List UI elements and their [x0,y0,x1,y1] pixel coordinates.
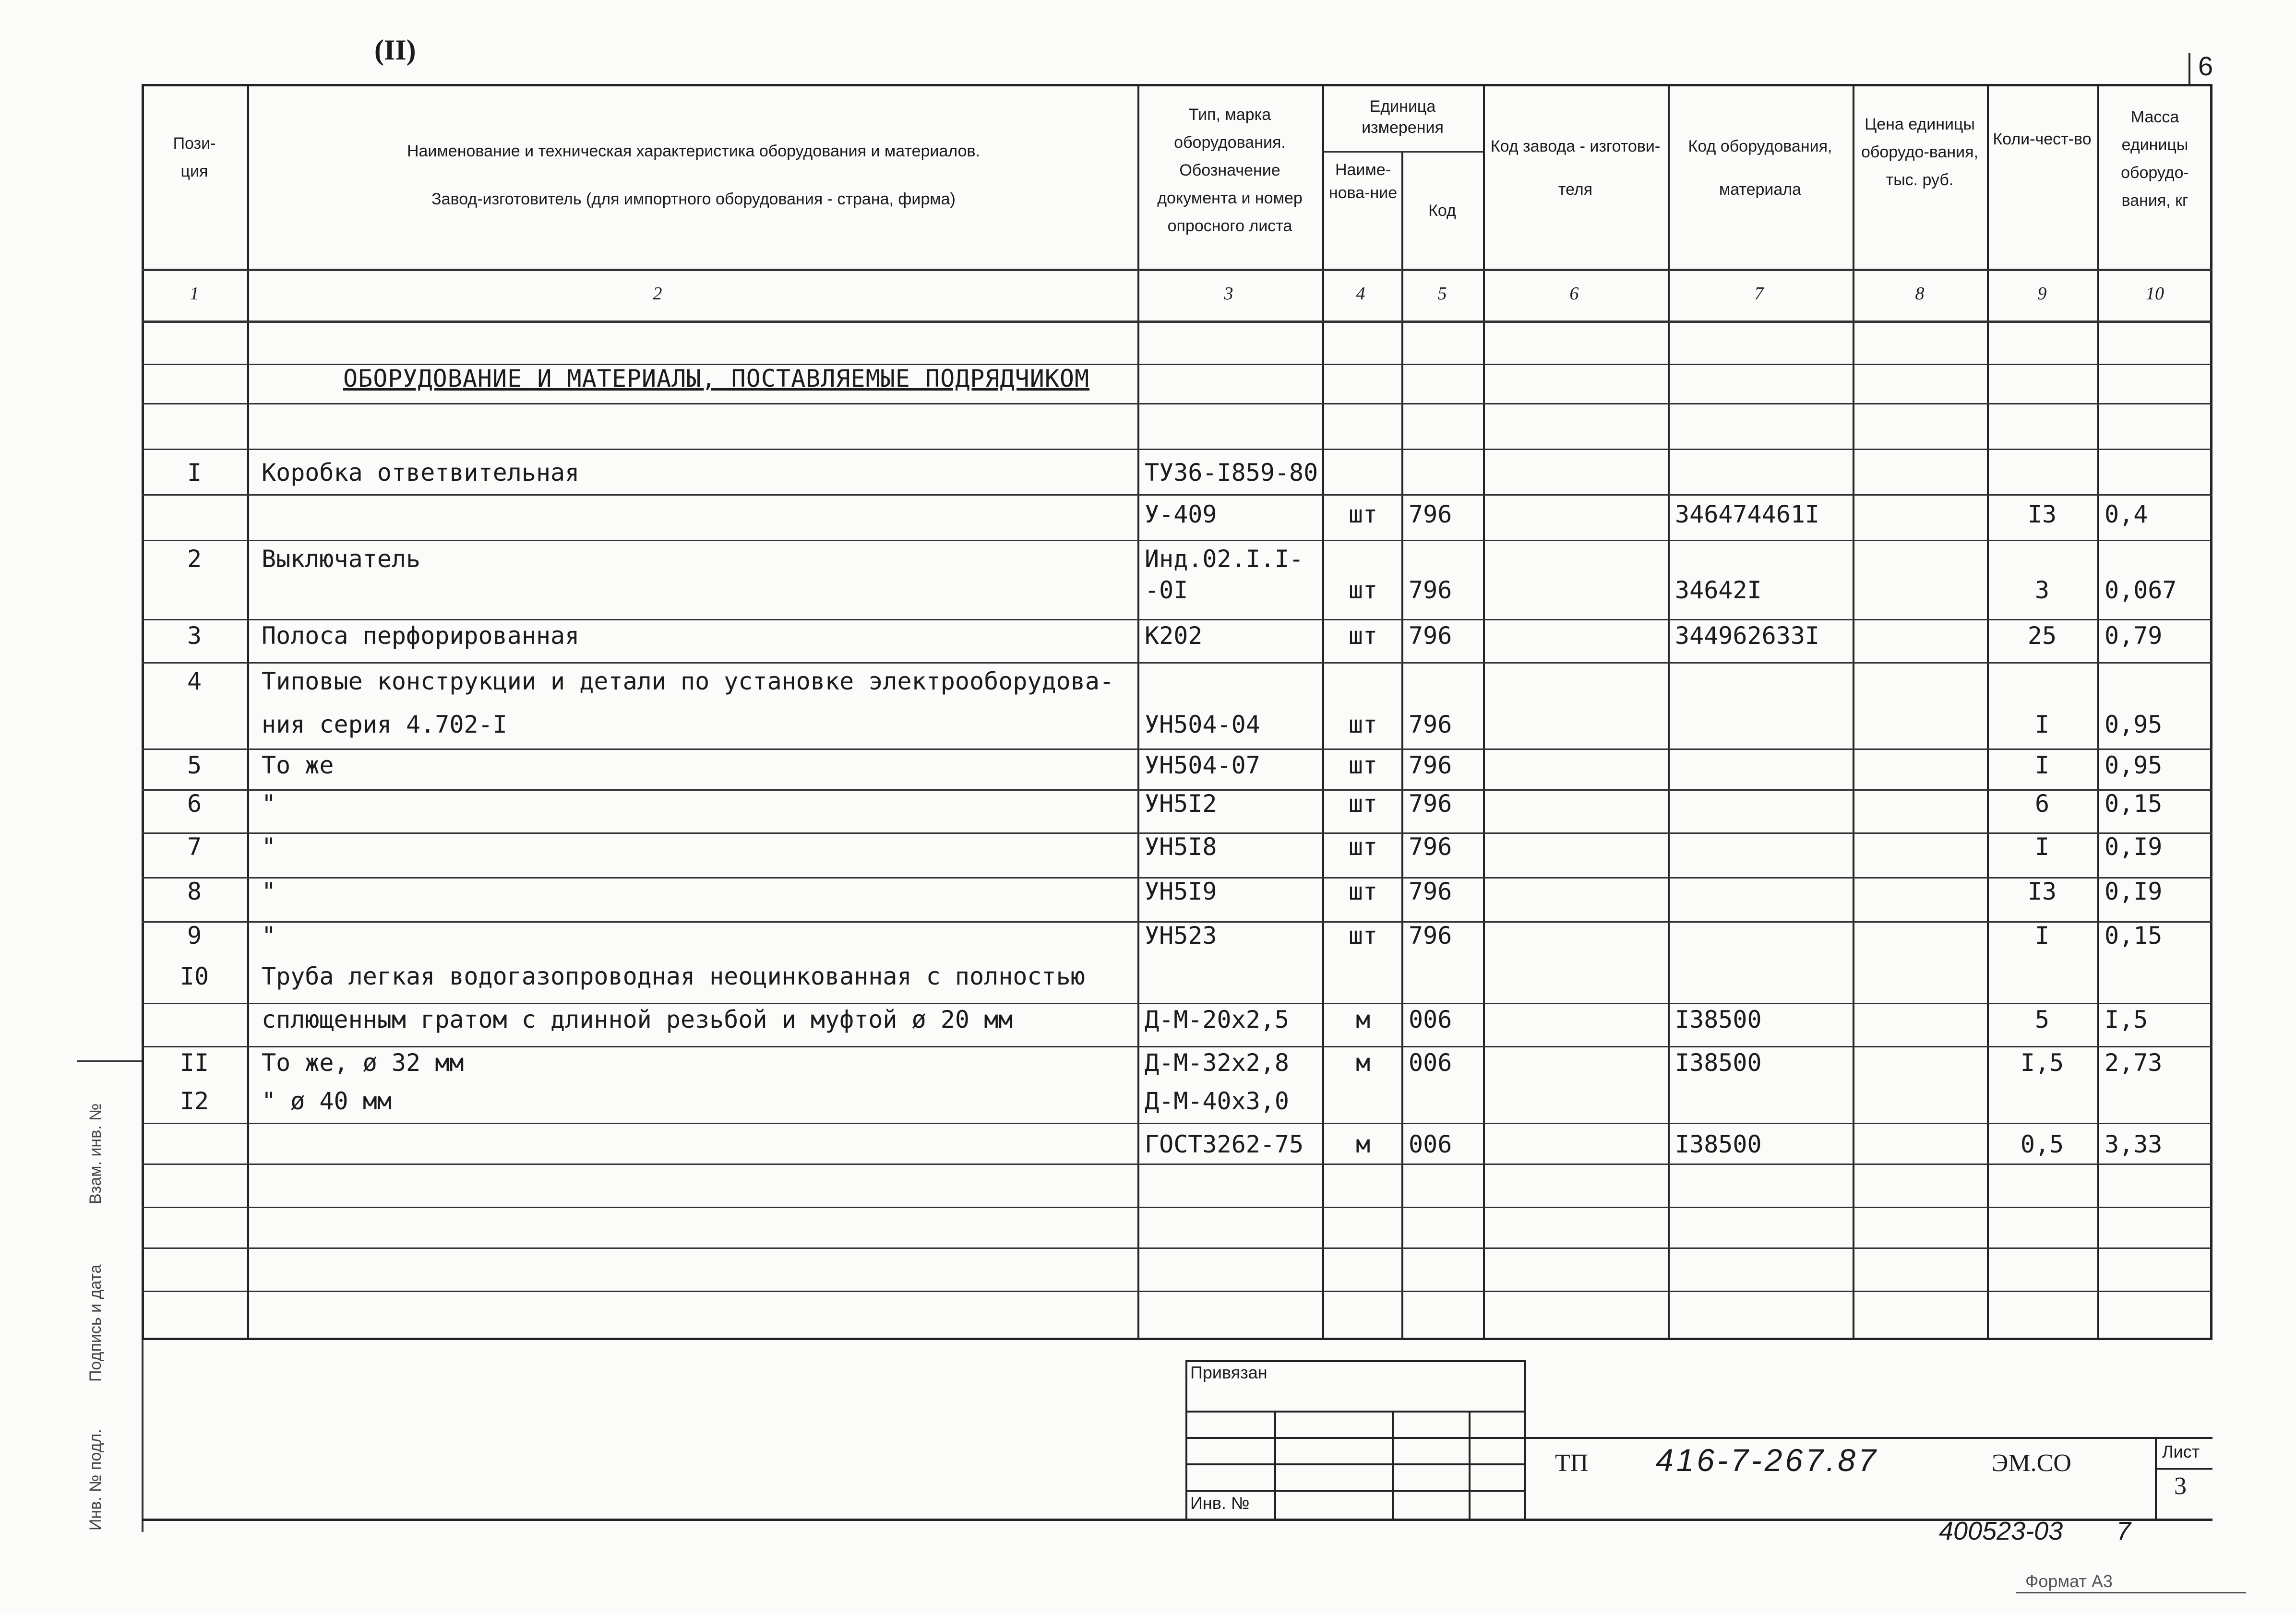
col-number: 1 [190,284,199,304]
row-line [142,1003,2212,1004]
cell-unit-code: 796 [1409,790,1452,818]
col-divider [1987,84,1989,1340]
col-divider [1483,84,1485,1340]
col-divider [1401,151,1403,1340]
cell-qty: I [2034,922,2050,950]
row-line [142,494,2212,496]
row-line [142,619,2212,620]
cell-unit: шт [1348,922,1378,950]
col-divider [2097,84,2099,1340]
cell-mass: 0,I9 [2105,878,2163,905]
cell-mass: 0,4 [2105,500,2148,528]
header-unit-name: Наиме-нова-ние [1328,161,1398,202]
cell-type: ГОСТ3262-75 [1145,1130,1304,1158]
archive-sheet: 7 [2117,1517,2131,1545]
cell-mass: 0,15 [2105,922,2163,950]
cell-type: УН5I9 [1145,878,1217,905]
cell-unit-code: 796 [1409,622,1452,650]
doc-number: 416-7-267.87 [1656,1442,1879,1478]
header-maker-code: Код завода - изготови-теля [1490,137,1661,199]
cell-name: " ø 40 мм [262,1087,392,1115]
row-line [142,540,2212,541]
cell-unit: шт [1348,711,1378,738]
format-label: Формат А3 [2025,1571,2113,1591]
col-number: 4 [1356,284,1365,304]
stamp-line [1185,1490,1526,1492]
cell-qty: I [2034,711,2050,738]
stamp-line [1185,1411,1526,1413]
cell-pos: I2 [179,1087,209,1115]
cell-type: Д-М-20х2,5 [1145,1006,1290,1033]
col-divider [1668,84,1670,1340]
cell-pos: I0 [179,962,209,990]
col-divider [1322,84,1324,1340]
row-line [142,403,2212,404]
cell-code: I38500 [1675,1006,1762,1033]
row-line [142,1123,2212,1124]
col-number: 5 [1437,284,1447,304]
cell-type: У-409 [1145,500,1217,528]
unit-subheader-line [1322,151,1483,153]
cell-pos: 9 [187,922,202,950]
cell-qty: I3 [2027,878,2057,905]
cell-unit: шт [1348,576,1378,604]
cell-qty: I [2034,833,2050,861]
doc-code: ЭМ.СО [1992,1449,2071,1477]
cell-mass: 0,95 [2105,751,2163,779]
stamp-replaced-inv: Взам. инв. № [86,1103,105,1204]
sheet-number: 6 [2198,51,2213,81]
stamp-original-inv: Инв. № подл. [86,1429,105,1531]
row-line [142,1164,2212,1165]
stamp-line [1392,1411,1394,1521]
cell-qty: 0,5 [2020,1130,2064,1158]
col-divider [1853,84,1854,1340]
cell-pos: 8 [187,878,202,905]
cell-code: I38500 [1675,1049,1762,1077]
cell-mass: 0,I9 [2105,833,2163,861]
col-divider [1137,84,1139,1340]
cell-name: То же [262,751,334,779]
col-divider [247,84,249,1340]
sheet-box-line [2155,1468,2212,1470]
bound-label: Привязан [1190,1363,1268,1382]
row-line [142,662,2212,664]
cell-name: Выключатель [262,545,421,573]
header-unit-group: Единица измерения [1362,97,1444,137]
cell-mass: I,5 [2105,1006,2148,1033]
cell-pos: I [187,459,202,487]
cell-mass: 3,33 [2105,1130,2163,1158]
cell-qty: 6 [2034,790,2050,818]
cell-name: Полоса перфорированная [262,622,580,650]
cell-unit-code: 006 [1409,1049,1452,1077]
cell-code: 344962633I [1675,622,1820,650]
cell-mass: 0,79 [2105,622,2163,650]
cell-unit: м [1355,1130,1371,1158]
cell-unit: шт [1348,500,1378,528]
cell-unit: шт [1348,622,1378,650]
cell-pos: 6 [187,790,202,818]
cell-unit-code: 796 [1409,833,1452,861]
header-bottom-line [142,269,2212,271]
header-price: Цена единицы оборудо-вания, тыс. руб. [1861,115,1978,189]
cell-unit: шт [1348,751,1378,779]
cell-type: Д-М-40х3,0 [1145,1087,1290,1115]
stamp-signature-date: Подпись и дата [86,1264,105,1382]
cell-mass: 0,95 [2105,711,2163,738]
row-line [142,1291,2212,1292]
format-underline [2016,1592,2246,1593]
col-number: 7 [1754,284,1764,304]
cell-unit-code: 796 [1409,576,1452,604]
section-title: ОБОРУДОВАНИЕ И МАТЕРИАЛЫ, ПОСТАВЛЯЕМЫЕ ПОДРЯДЧИКОМ [343,365,1090,392]
cell-pos: 7 [187,833,202,861]
cell-name: То же, ø 32 мм [262,1049,464,1077]
inv-label: Инв. № [1190,1493,1250,1513]
cell-name: ния серия 4.702-I [262,711,507,738]
cell-qty: 25 [2027,622,2057,650]
sheet-label: Лист [2162,1442,2200,1461]
cell-unit: м [1355,1006,1371,1033]
archive-number: 400523-03 [1939,1517,2063,1545]
row-line [142,449,2212,450]
cell-type: УН5I2 [1145,790,1217,818]
cell-unit-code: 796 [1409,500,1452,528]
cell-unit-code: 796 [1409,711,1452,738]
row-line [142,1046,2212,1047]
row-line [142,748,2212,750]
stamp-line [1185,1437,1526,1439]
cell-type: УН504-04 [1145,711,1260,738]
cell-qty: 5 [2034,1006,2050,1033]
cell-name: " [262,878,276,905]
sheet-value: 3 [2174,1472,2187,1500]
header-position: Пози- ция [173,134,216,180]
cell-unit: шт [1348,878,1378,905]
bottom-border [142,1519,2212,1521]
cell-unit: шт [1348,790,1378,818]
col-number: 8 [1915,284,1925,304]
cell-mass: 0,067 [2105,576,2177,604]
header-unit-code: Код [1428,202,1456,220]
cell-type: -0I [1145,576,1188,604]
cell-type: К202 [1145,622,1203,650]
col-number: 6 [1569,284,1579,304]
cell-qty: 3 [2034,576,2050,604]
cell-type: ТУ36-I859-80 [1145,459,1318,487]
header-equipment-code: Код оборудования, материала [1688,137,1832,199]
stamp-line [1469,1411,1471,1521]
cell-name: Труба легкая водогазопроводная неоцинкованная с полностью [262,962,1085,990]
stamp-line [1274,1411,1276,1521]
header-name: Наименование и техническая характеристика оборудования и материалов. Завод-изготовитель (для импортного оборудования - страна, фирма) [407,142,981,208]
cell-type: УН504-07 [1145,751,1260,779]
cell-unit: м [1355,1049,1371,1077]
cell-mass: 2,73 [2105,1049,2163,1077]
cell-type: Д-М-32х2,8 [1145,1049,1290,1077]
cell-unit-code: 796 [1409,878,1452,905]
col-number: 3 [1224,284,1233,304]
col-number: 9 [2037,284,2047,304]
cell-name: " [262,922,276,950]
header-mass: Масса единицы оборудо-вания, кг [2121,108,2189,210]
cell-mass: 0,15 [2105,790,2163,818]
header-quantity: Коли-чест-во [1993,130,2092,148]
sheet-number-tick [2188,53,2190,86]
cell-qty: I [2034,751,2050,779]
cell-pos: II [179,1049,209,1077]
cell-qty: I3 [2027,500,2057,528]
col-number: 10 [2146,284,2164,304]
cell-type: УН523 [1145,922,1217,950]
cell-code: 346474461I [1675,500,1820,528]
cell-unit-code: 796 [1409,922,1452,950]
doc-prefix: ТП [1555,1449,1589,1477]
cell-unit-code: 006 [1409,1006,1452,1033]
cell-pos: 2 [187,545,202,573]
col-number: 2 [653,284,662,304]
cell-name: Коробка ответвительная [262,459,580,487]
cell-unit: шт [1348,833,1378,861]
row-line [142,1207,2212,1208]
cell-name: " [262,790,276,818]
roman-mark: (II) [374,34,416,66]
cell-code: I38500 [1675,1130,1762,1158]
cell-unit-code: 006 [1409,1130,1452,1158]
numbers-bottom-line [142,321,2212,323]
cell-qty: I,5 [2020,1049,2064,1077]
cell-pos: 3 [187,622,202,650]
cell-name: сплющенным гратом с длинной резьбой и муфтой ø 20 мм [262,1006,1013,1033]
cell-pos: 4 [187,667,202,695]
row-line [142,1247,2212,1249]
cell-type: УН5I8 [1145,833,1217,861]
cell-pos: 5 [187,751,202,779]
cell-name: Типовые конструкции и детали по установке электрооборудова- [262,667,1114,695]
cell-name: " [262,833,276,861]
cell-type: Инд.02.I.I- [1145,545,1304,573]
stamp-line [1185,1463,1526,1465]
header-type: Тип, марка оборудования. Обозначение документа и номер опросного листа [1157,106,1303,235]
cell-unit-code: 796 [1409,751,1452,779]
cell-code: 34642I [1675,576,1762,604]
